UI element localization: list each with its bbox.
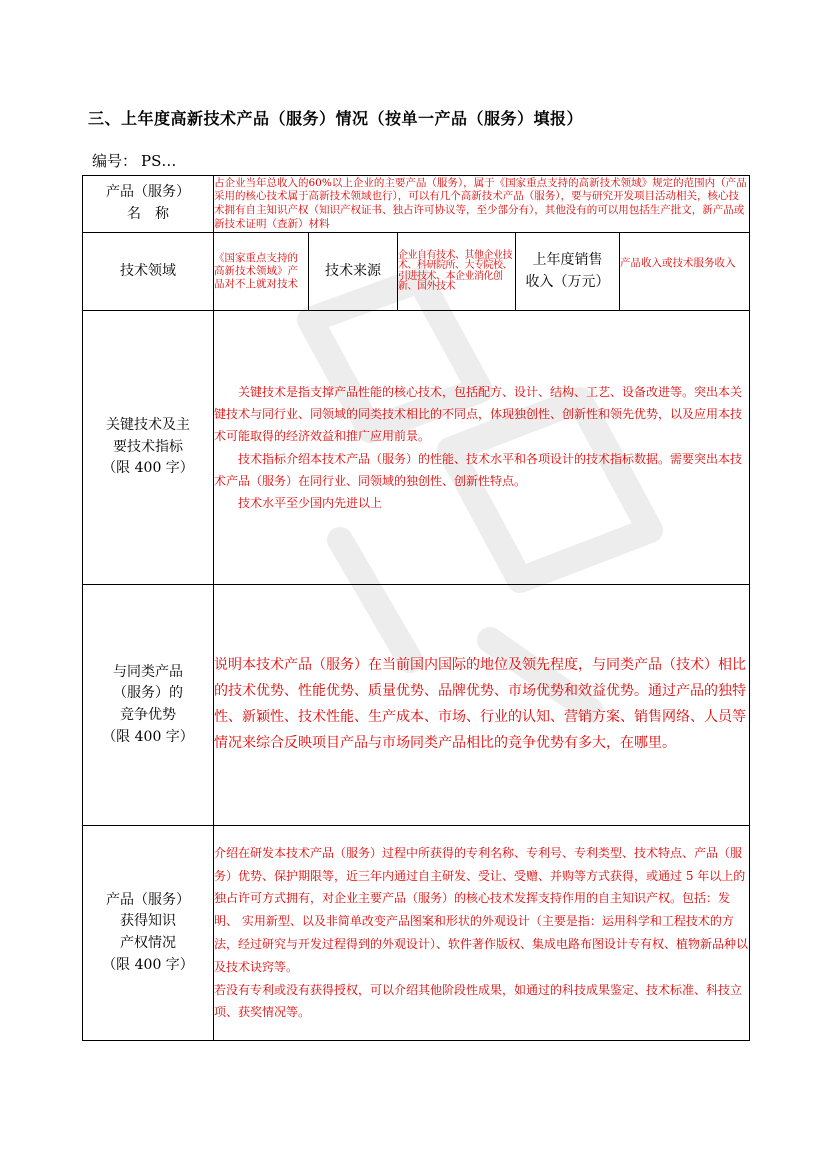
- sales-revenue-label: [516, 233, 620, 311]
- key-tech-field[interactable]: [214, 311, 750, 585]
- competitive-text: 说明本技术产品（服务）在当前国内国际的地位及领先程度，与同类产品（技术）相比的技术优势、性能优势、质量优势、品牌优势、市场优势和效益优势。通过产品的独特性、新颖性、技术性能、生产成本、市场、行业的认知、营销方案、销售网络、人员等情况来综合反映项目产品与市场同类产品相比的竞争优势有多大，在哪里。: [214, 657, 746, 751]
- sales-revenue-field[interactable]: 产品收入或技术服务收入: [620, 233, 750, 311]
- sales-revenue-label-line1: 上年度销售: [532, 251, 603, 268]
- key-tech-label-line1: 关键技术及主: [106, 416, 190, 433]
- tech-source-label: 技术来源: [309, 233, 398, 311]
- ip-label-line3: 产权情况: [120, 935, 176, 951]
- serial-number: [92, 150, 176, 171]
- product-name-field[interactable]: 占企业当年总收入的60%以上企业的主要产品（服务），属于《国家重点支持的高新技术领域》规定的范围内（产品采用的核心技术属于高新技术领域也行），可以有几个高新技术产品（服务），要与研究开发项目活动相关，核心技术拥有自主知识产权（知识产权证书、独占许可协议等，至少部分有），其他没有的可以用包括生产批文，新产品或新技术证明（查新）材料: [214, 176, 750, 233]
- key-tech-para3: 技术水平至少国内先进以上: [238, 495, 383, 510]
- ip-label-line2: 获得知识: [120, 913, 176, 930]
- product-name-label-line2: 名 称: [127, 206, 169, 222]
- ip-label-line1: 产品（服务）: [106, 891, 190, 908]
- serial-label: 编号：: [92, 152, 138, 170]
- section-title: 三、上年度高新技术产品（服务）情况（按单一产品（服务）填报）: [88, 109, 584, 128]
- competitive-field[interactable]: [214, 585, 750, 826]
- competitive-label-line3: 竞争优势: [120, 707, 176, 723]
- row-ip: [83, 826, 750, 1041]
- product-name-label: [83, 176, 214, 233]
- key-tech-para2: 技术指标介绍本技术产品（服务）的性能、技术水平和各项设计的技术指标数据。需要突出本技术产品（服务）在同行业、同领域的独创性、创新性特点。: [214, 451, 743, 488]
- competitive-label-line2: （服务）的: [113, 685, 183, 702]
- tech-source-field[interactable]: 企业自有技术、其他企业技术、科研院所、大专院校、引进技术、本企业消化创新、国外技术: [398, 233, 516, 311]
- ip-label-line4: （限 400 字）: [102, 956, 194, 973]
- product-name-label-line1: 产品（服务）: [106, 184, 190, 201]
- ip-label: [83, 826, 214, 1041]
- ip-field[interactable]: [214, 826, 750, 1041]
- key-tech-label-line2: 要技术指标: [113, 438, 183, 455]
- product-form-table: [82, 175, 750, 1041]
- tech-field-field[interactable]: 《国家重点支持的高新技术领域》产品对不上就对技术: [214, 233, 309, 311]
- row-competitive: [83, 585, 750, 826]
- sales-revenue-label-line2: 收入（万元）: [525, 273, 610, 290]
- row-tech-field: [83, 233, 750, 311]
- key-tech-label: [83, 311, 214, 585]
- competitive-label-line4: （限 400 字）: [102, 728, 194, 745]
- competitive-label-line1: 与同类产品: [113, 663, 183, 680]
- ip-para2: 若没有专利或没有获得授权，可以介绍其他阶段性成果，如通过的科技成果鉴定、技术标准、科技立项、获奖情况等。: [214, 982, 743, 1020]
- tech-field-label: 技术领域: [83, 233, 214, 311]
- serial-value: PS…: [141, 152, 177, 170]
- competitive-label: [83, 585, 214, 826]
- row-product-name: [83, 176, 750, 233]
- key-tech-label-line3: （限 400 字）: [102, 460, 194, 477]
- row-key-tech: [83, 311, 750, 585]
- key-tech-para1: 关键技术是指支撑产品性能的核心技术，包括配方、设计、结构、工艺、设备改进等。突出本关键技术与同行业、同领域的同类技术相比的不同点，体现独创性、创新性和领先优势，以及应用本技术可能取得的经济效益和推广应用前景。: [214, 384, 743, 444]
- ip-para1: 介绍在研发本技术产品（服务）过程中所获得的专利名称、专利号、专利类型、技术特点、产品（服务）优势、保护期限等，近三年内通过自主研发、受让、受赠、并购等方式获得，或通过 5 年以上的独占许可方式拥有，对企业主要产品（服务）的核心技术发挥支持作用的自主知识产权。包括：发明、 实用新型、以及非简单改变产品图案和形状的外观设计（主要是指：运用科学和工程技术的方法，经过研究与开发过程得到的外观设计）、软件著作版权、集成电路布图设计专有权、植物新品种以及技术诀窍等。: [214, 845, 749, 974]
